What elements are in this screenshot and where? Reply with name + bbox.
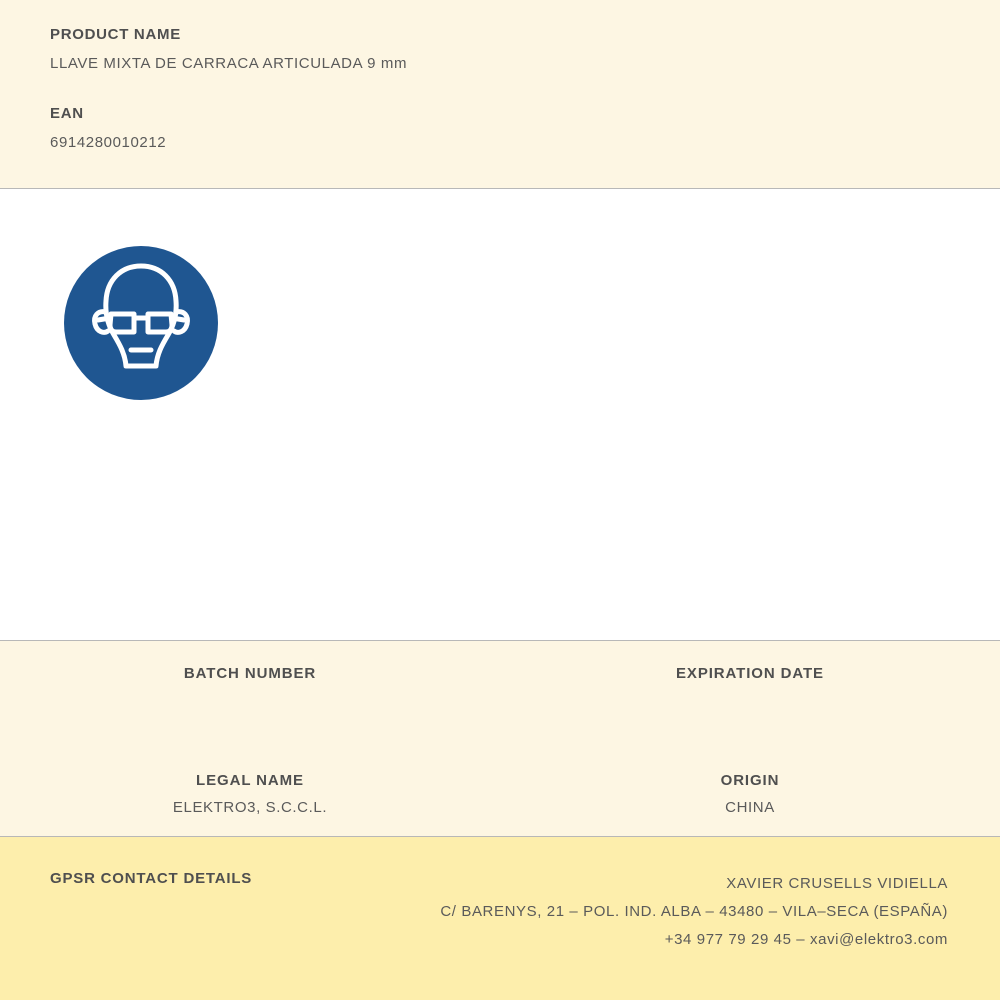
legal-name-value: ELEKTRO3, S.C.C.L.: [172, 799, 328, 816]
product-name-label: PRODUCT NAME: [50, 26, 181, 43]
traceability-section: [0, 641, 1000, 837]
origin-label: ORIGIN: [720, 772, 780, 789]
gpsr-contact-label: GPSR CONTACT DETAILS: [50, 870, 253, 887]
gpsr-contact-address: C/ BARENYS, 21 – POL. IND. ALBA – 43480 – VILA–SECA (ESPAÑA): [440, 902, 948, 920]
gpsr-contact-name: XAVIER CRUSELLS VIDIELLA: [726, 875, 948, 892]
batch-number-cell: [0, 665, 500, 706]
ean-value: 6914280010212: [50, 134, 167, 151]
batch-number-value: [0, 689, 500, 706]
expiration-date-cell: [500, 665, 1000, 706]
origin-cell: [500, 772, 1000, 816]
wear-eye-protection-icon: [64, 246, 218, 400]
batch-number-label: BATCH NUMBER: [183, 665, 317, 682]
ean-label: EAN: [50, 105, 84, 122]
legal-origin-row: [0, 772, 1000, 816]
product-name-field: [50, 26, 950, 72]
product-identification-section: [0, 0, 1000, 189]
gpsr-contact-details: [440, 870, 948, 953]
legal-name-cell: [0, 772, 500, 816]
expiration-date-label: EXPIRATION DATE: [676, 665, 824, 682]
origin-value: CHINA: [725, 799, 775, 816]
gpsr-contact-phone-email: +34 977 79 29 45 – xavi@elektro3.com: [664, 930, 948, 948]
batch-expiration-row: [0, 665, 1000, 706]
ean-field: [50, 105, 950, 151]
product-name-value: LLAVE MIXTA DE CARRACA ARTICULADA 9 mm: [50, 55, 408, 72]
expiration-date-value: [500, 689, 1000, 706]
gpsr-contact-section: [0, 837, 1000, 1000]
legal-name-label: LEGAL NAME: [196, 772, 304, 789]
pictogram-section: [0, 189, 1000, 641]
